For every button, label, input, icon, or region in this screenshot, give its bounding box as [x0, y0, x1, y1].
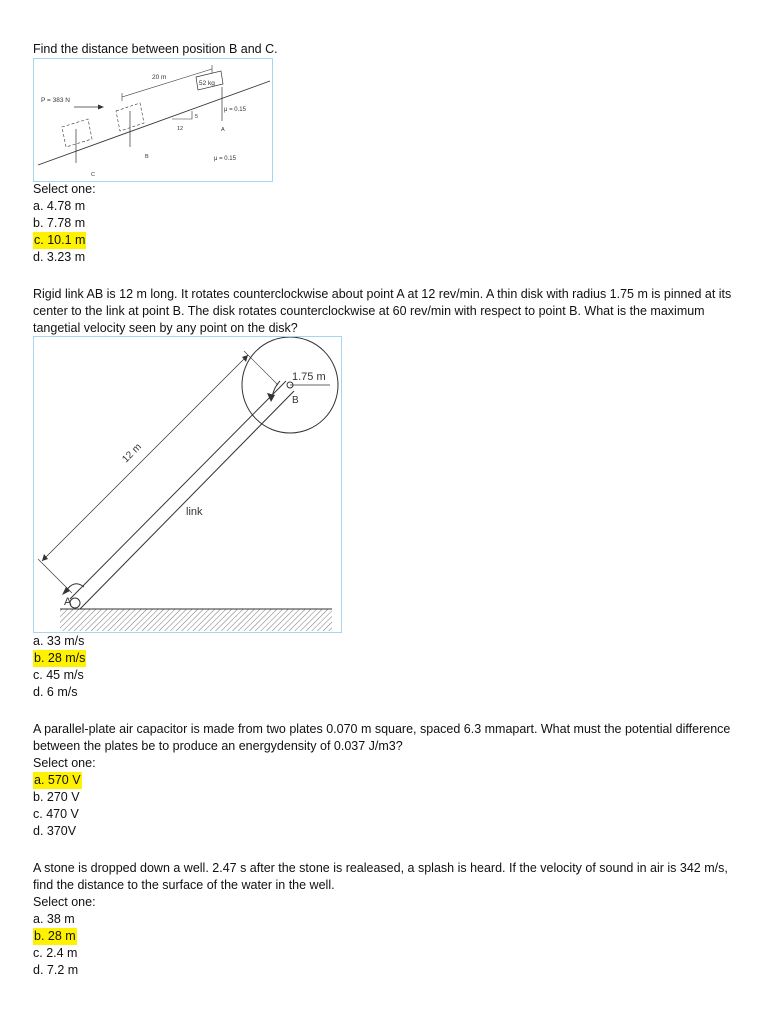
- length-label: 12 m: [120, 441, 144, 466]
- option-4a[interactable]: a. 38 m: [33, 912, 75, 926]
- question-3-options: [33, 755, 738, 840]
- option-4b-selected[interactable]: b. 28 m: [34, 929, 76, 943]
- option-1c-selected[interactable]: c. 10.1 m: [34, 233, 86, 247]
- mass-label: 52 kg: [199, 80, 215, 87]
- position-b-label: B: [145, 154, 149, 160]
- option-4c[interactable]: c. 2.4 m: [33, 946, 78, 960]
- select-one-label: Select one:: [33, 756, 96, 770]
- point-a-label: A: [64, 596, 72, 608]
- point-b-label: B: [292, 395, 299, 406]
- option-4d[interactable]: d. 7.2 m: [33, 963, 79, 977]
- select-one-label: Select one:: [33, 895, 96, 909]
- position-a-label: A: [221, 127, 225, 133]
- force-label: P = 383 N: [41, 97, 70, 104]
- distance-label: 20 m: [152, 74, 167, 81]
- mu-lower-label: μ = 0.15: [214, 156, 236, 162]
- question-2-text: Rigid link AB is 12 m long. It rotates counterclockwise about point A at 12 rev/min. A thin disk with radius 1.75 m is pinned at its center to the link at point B. The disk rotates counterclockwise at 60 rev/min with respect to point B. What is the maximum tangetial velocity seen by any point on the disk?: [33, 287, 732, 335]
- link-label: link: [186, 506, 203, 518]
- question-2-options: [33, 633, 738, 701]
- question-4-text: A stone is dropped down a well. 2.47 s after the stone is realeased, a splash is heard. If the velocity of sound in air is 342 m/s, find the distance to the surface of the water in the well.: [33, 861, 728, 892]
- position-c-label: C: [91, 172, 95, 178]
- question-2-figure: [33, 336, 342, 633]
- option-3a-selected[interactable]: a. 570 V: [34, 773, 81, 787]
- question-1-figure: [33, 58, 273, 182]
- option-1d[interactable]: d. 3.23 m: [33, 250, 86, 264]
- slope-run-label: 12: [177, 126, 184, 132]
- option-3d[interactable]: d. 370V: [33, 824, 77, 838]
- option-2a[interactable]: a. 33 m/s: [33, 634, 85, 648]
- select-one-label: Select one:: [33, 182, 96, 196]
- slope-rise-label: 5: [195, 114, 199, 120]
- question-1-options: [33, 181, 738, 266]
- radius-label: 1.75 m: [292, 371, 326, 383]
- option-2c[interactable]: c. 45 m/s: [33, 668, 84, 682]
- option-2d[interactable]: d. 6 m/s: [33, 685, 78, 699]
- question-1-text: Find the distance between position B and C.: [33, 42, 278, 56]
- option-3b[interactable]: b. 270 V: [33, 790, 80, 804]
- question-4-options: [33, 894, 738, 979]
- mu-upper-label: μ = 0.15: [224, 107, 246, 113]
- option-1a[interactable]: a. 4.78 m: [33, 199, 86, 213]
- option-3c[interactable]: c. 470 V: [33, 807, 79, 821]
- option-2b-selected[interactable]: b. 28 m/s: [34, 651, 86, 665]
- option-1b[interactable]: b. 7.78 m: [33, 216, 86, 230]
- question-3-text: A parallel-plate air capacitor is made from two plates 0.070 m square, spaced 6.3 mmapart. What must the potential difference between the plates be to produce an energydensity of 0.037 J/m3?: [33, 722, 731, 753]
